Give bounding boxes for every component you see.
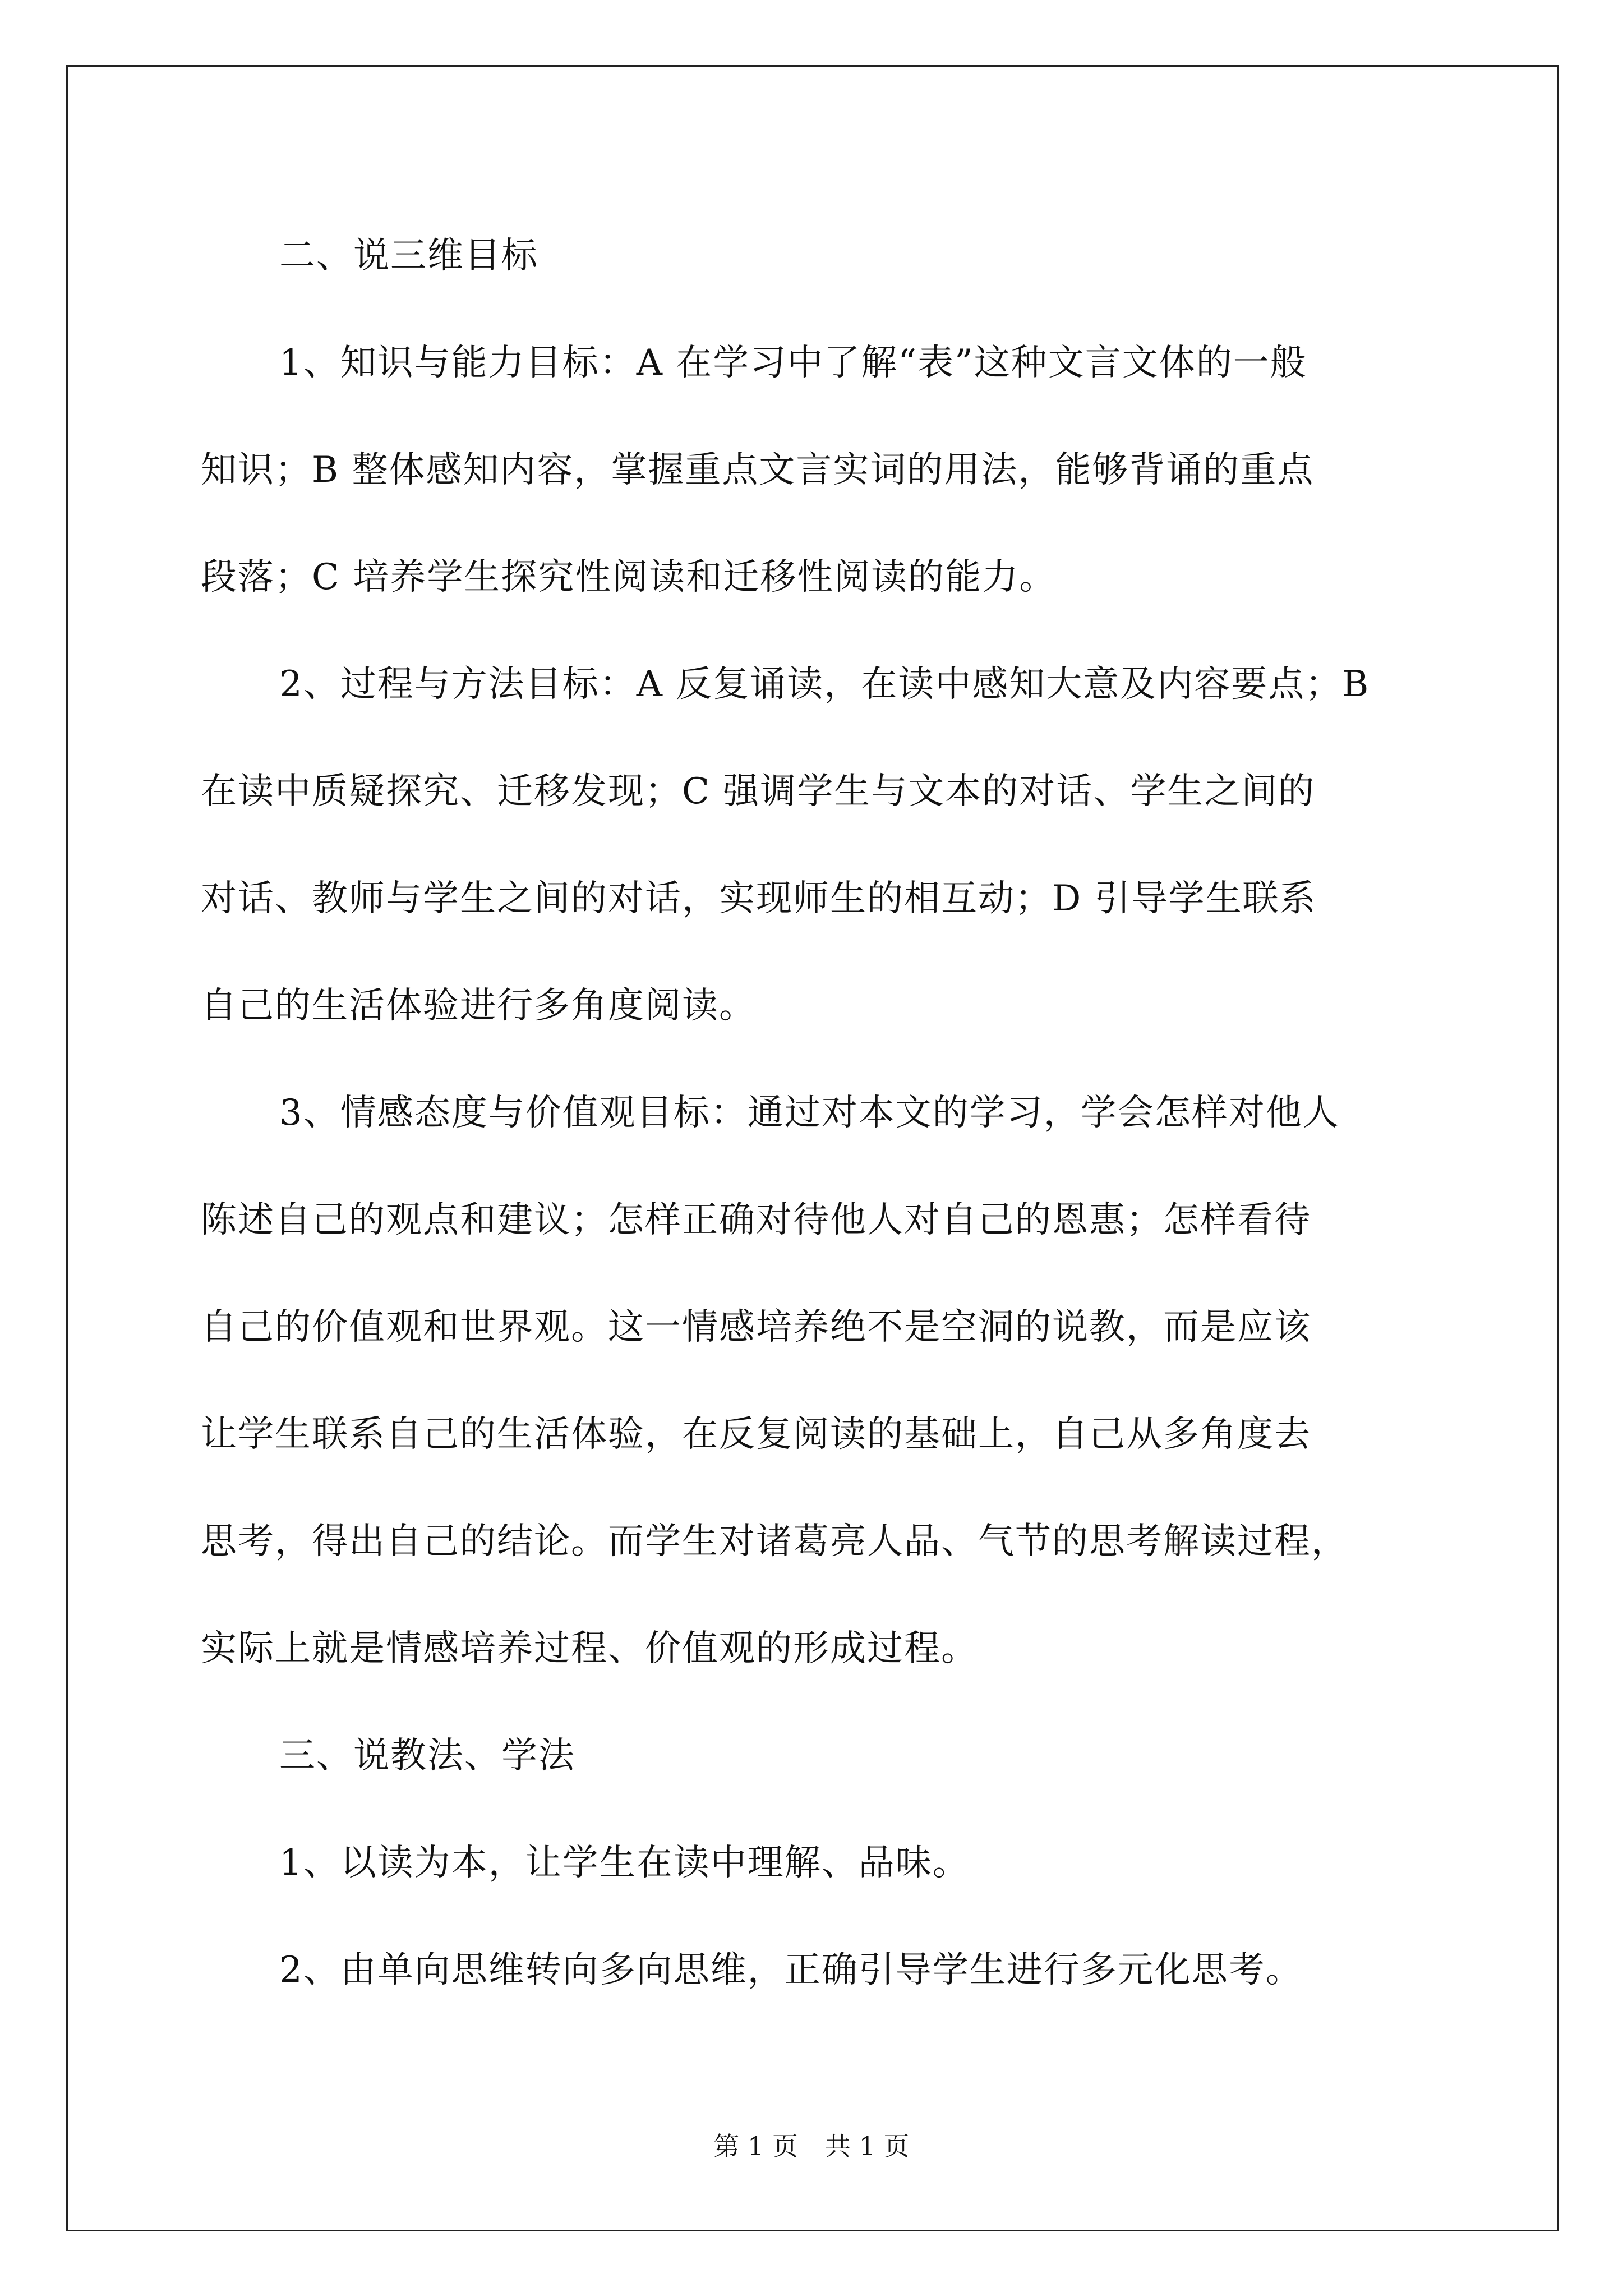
page-footer (0, 2126, 1623, 2163)
page-number-current: 第 1 页 (713, 2131, 798, 2161)
paragraph-line: 陈述自己的观点和建议；怎样正确对待他人对自己的恩惠；怎样看待 (201, 1199, 1311, 1241)
section-heading-methods: 三、说教法、学法 (279, 1735, 575, 1777)
paragraph-line: 自己的价值观和世界观。这一情感培养绝不是空洞的说教，而是应该 (201, 1306, 1311, 1348)
document-body (201, 211, 1460, 2032)
page-number-total: 共 1 页 (825, 2131, 910, 2161)
paragraph-line: 在读中质疑探究、迁移发现；C 强调学生与文本的对话、学生之间的 (201, 771, 1316, 812)
section-heading-objectives: 二、说三维目标 (279, 235, 538, 277)
paragraph-line: 自己的生活体验进行多角度阅读。 (201, 985, 756, 1027)
paragraph-line: 知识；B 整体感知内容，掌握重点文言实词的用法，能够背诵的重点 (201, 449, 1315, 491)
method-item-1: 1、以读为本，让学生在读中理解、品味。 (279, 1842, 970, 1884)
paragraph-line: 3、情感态度与价值观目标：通过对本文的学习，学会怎样对他人 (279, 1092, 1340, 1134)
paragraph-line: 实际上就是情感培养过程、价值观的形成过程。 (201, 1628, 978, 1669)
paragraph-line: 让学生联系自己的生活体验，在反复阅读的基础上，自己从多角度去 (201, 1414, 1311, 1455)
paragraph-line: 段落；C 培养学生探究性阅读和迁移性阅读的能力。 (201, 556, 1057, 598)
paragraph-line: 2、过程与方法目标：A 反复诵读，在读中感知大意及内容要点；B (279, 664, 1370, 705)
paragraph-line: 1、知识与能力目标：A 在学习中了解“表”这种文言文体的一般 (279, 342, 1307, 384)
paragraph-line: 思考，得出自己的结论。而学生对诸葛亮人品、气节的思考解读过程， (201, 1521, 1348, 1562)
paragraph-line: 对话、教师与学生之间的对话，实现师生的相互动；D 引导学生联系 (201, 878, 1317, 919)
method-item-2: 2、由单向思维转向多向思维，正确引导学生进行多元化思考。 (279, 1949, 1303, 1991)
